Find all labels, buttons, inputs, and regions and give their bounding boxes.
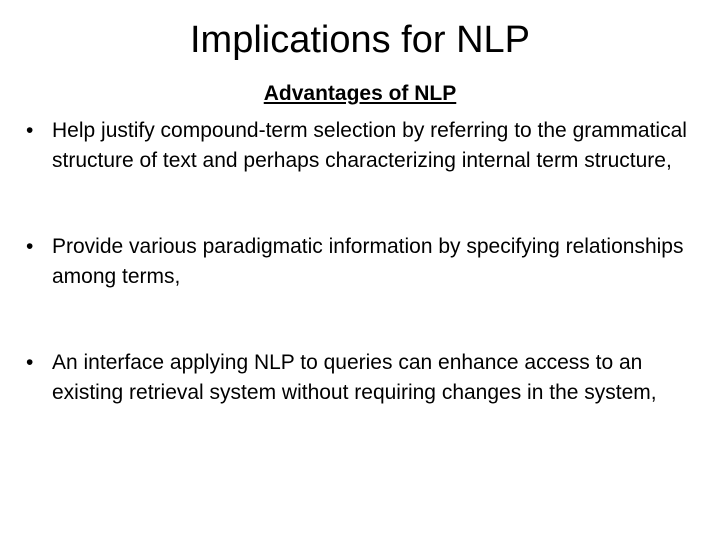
bullet-list — [26, 116, 706, 408]
bullet-item — [26, 348, 706, 408]
bullet-item — [26, 232, 706, 292]
slide-subtitle: Advantages of NLP — [263, 82, 457, 105]
bullet-item — [26, 116, 706, 176]
bullet-text: Provide various paradigmatic information by specifying relationships among terms, — [52, 235, 684, 288]
slide-title: Implications for NLP — [189, 19, 530, 61]
bullet-point-icon: • — [26, 119, 34, 142]
bullet-point-icon: • — [26, 351, 34, 374]
bullet-text: An interface applying NLP to queries can enhance access to an existing retrieval system without requiring changes in the system, — [52, 351, 657, 404]
bullet-point-icon: • — [26, 235, 34, 258]
bullet-text: Help justify compound-term selection by referring to the grammatical structure of text and perhaps characterizing internal term structure, — [52, 119, 687, 172]
